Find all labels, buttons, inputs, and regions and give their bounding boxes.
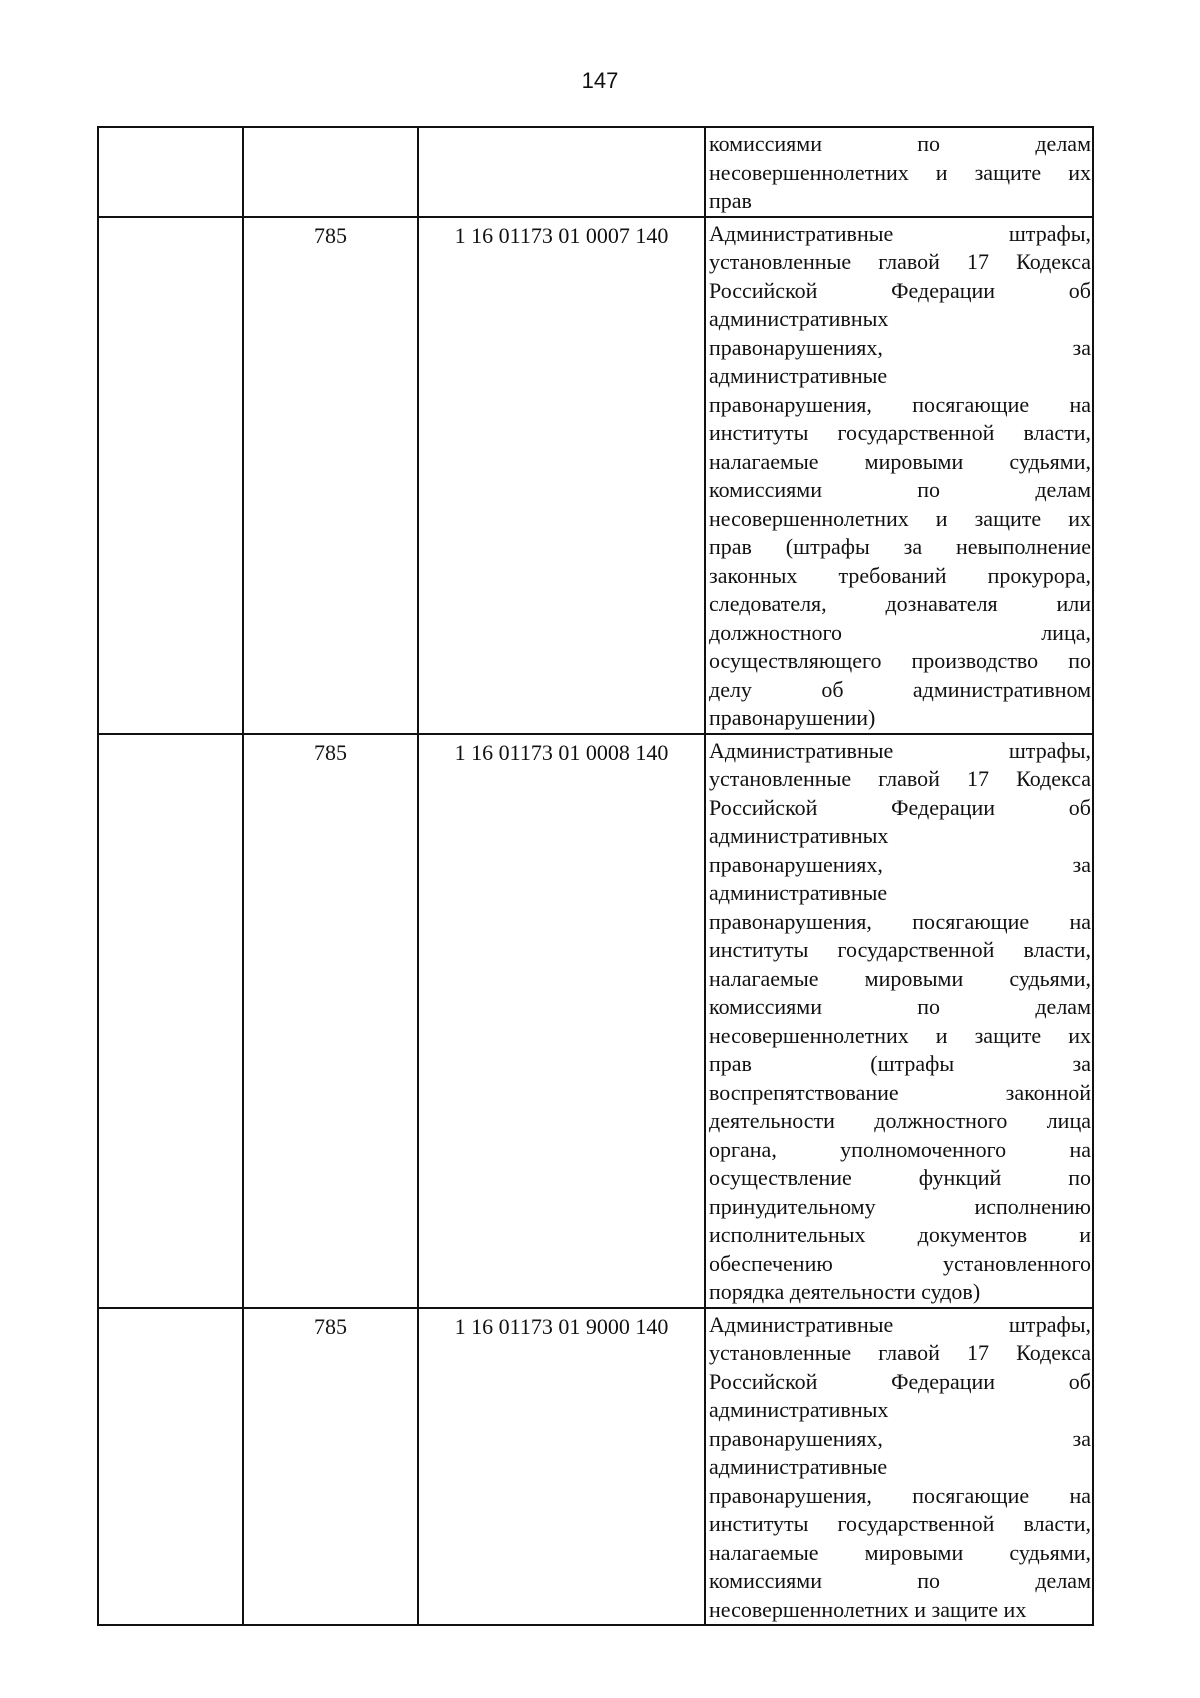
description-line: принудительному исполнению <box>709 1193 1091 1219</box>
description-line: несовершеннолетних и защите их <box>709 1596 1027 1622</box>
description-line: комиссиями по делам <box>709 1568 1091 1593</box>
description-line: административные <box>709 363 888 388</box>
empty-cell <box>98 1308 243 1626</box>
description-line: органа, уполномоченного на <box>709 1136 1091 1162</box>
description-line: правонарушения, посягающие на <box>709 1482 1091 1508</box>
description-line: делу об административном <box>709 676 1091 702</box>
kbk-code-cell: 1 16 01173 01 9000 140 <box>418 1308 705 1626</box>
table-row <box>98 217 1093 734</box>
description-line: Российской Федерации об <box>709 794 1091 820</box>
description-line: прав (штрафы за невыполнение <box>709 534 1091 559</box>
description-line: прав (штрафы за <box>709 1051 1091 1076</box>
description-line: административных <box>709 823 889 848</box>
description-line: несовершеннолетних и защите их <box>709 505 1091 531</box>
description-line: несовершеннолетних и защите их <box>709 1022 1091 1048</box>
description-line: правонарушениях, за <box>709 334 1091 360</box>
table-row <box>98 127 1093 217</box>
description-line: Российской Федерации об <box>709 277 1091 303</box>
page-number: 147 <box>581 68 619 93</box>
description-line: комиссиями по делам <box>709 994 1091 1019</box>
description-line: административные <box>709 880 888 905</box>
description-line: институты государственной власти, <box>709 420 1091 445</box>
table-row <box>98 734 1093 1308</box>
description-line: исполнительных документов и <box>709 1222 1091 1247</box>
empty-cell <box>98 734 243 1308</box>
description-line: осуществляющего производство по <box>709 648 1091 673</box>
description-line: несовершеннолетних и защите их <box>709 159 1091 185</box>
kbk-code-cell <box>418 127 705 217</box>
description-line: установленные главой 17 Кодекса <box>709 766 1091 791</box>
description-line: должностного лица, <box>709 619 1091 645</box>
description-line: административные <box>709 1454 888 1479</box>
admin-code-cell: 785 <box>243 217 418 734</box>
admin-code-cell: 785 <box>243 734 418 1308</box>
description-line: налагаемые мировыми судьями, <box>709 448 1091 474</box>
kbk-code-cell: 1 16 01173 01 0007 140 <box>418 217 705 734</box>
description-line: прав <box>709 188 752 213</box>
description-line: правонарушении) <box>709 705 876 730</box>
description-cell <box>705 217 1093 734</box>
description-line: установленные главой 17 Кодекса <box>709 1340 1091 1365</box>
description-line: правонарушениях, за <box>709 851 1091 877</box>
description-line: деятельности должностного лица <box>709 1108 1091 1133</box>
budget-classification-table <box>97 126 1094 1626</box>
description-line: правонарушения, посягающие на <box>709 391 1091 417</box>
description-cell <box>705 1308 1093 1626</box>
admin-code-cell: 785 <box>243 1308 418 1626</box>
description-line: комиссиями по делам <box>709 131 1091 156</box>
description-line: Административные штрафы, <box>709 220 1091 246</box>
description-line: институты государственной власти, <box>709 1511 1091 1536</box>
description-line: установленные главой 17 Кодекса <box>709 249 1091 274</box>
empty-cell <box>98 127 243 217</box>
kbk-code-cell: 1 16 01173 01 0008 140 <box>418 734 705 1308</box>
empty-cell <box>98 217 243 734</box>
description-line: порядка деятельности судов) <box>709 1279 981 1304</box>
description-line: воспрепятствование законной <box>709 1079 1091 1105</box>
description-line: комиссиями по делам <box>709 477 1091 502</box>
description-line: правонарушениях, за <box>709 1425 1091 1451</box>
description-line: правонарушения, посягающие на <box>709 908 1091 934</box>
description-line: обеспечению установленного <box>709 1250 1091 1276</box>
description-line: следователя, дознавателя или <box>709 591 1091 616</box>
description-line: Российской Федерации об <box>709 1368 1091 1394</box>
description-line: институты государственной власти, <box>709 937 1091 962</box>
description-line: Административные штрафы, <box>709 1311 1091 1337</box>
table-body <box>98 127 1093 1625</box>
description-line: административных <box>709 306 889 331</box>
description-line: законных требований прокурора, <box>709 562 1091 588</box>
description-line: административных <box>709 1397 889 1422</box>
admin-code-cell <box>243 127 418 217</box>
description-line: налагаемые мировыми судьями, <box>709 1539 1091 1565</box>
description-line: налагаемые мировыми судьями, <box>709 965 1091 991</box>
description-line: осуществление функций по <box>709 1165 1091 1190</box>
description-cell <box>705 734 1093 1308</box>
description-cell <box>705 127 1093 217</box>
description-line: Административные штрафы, <box>709 737 1091 763</box>
table-row <box>98 1308 1093 1626</box>
